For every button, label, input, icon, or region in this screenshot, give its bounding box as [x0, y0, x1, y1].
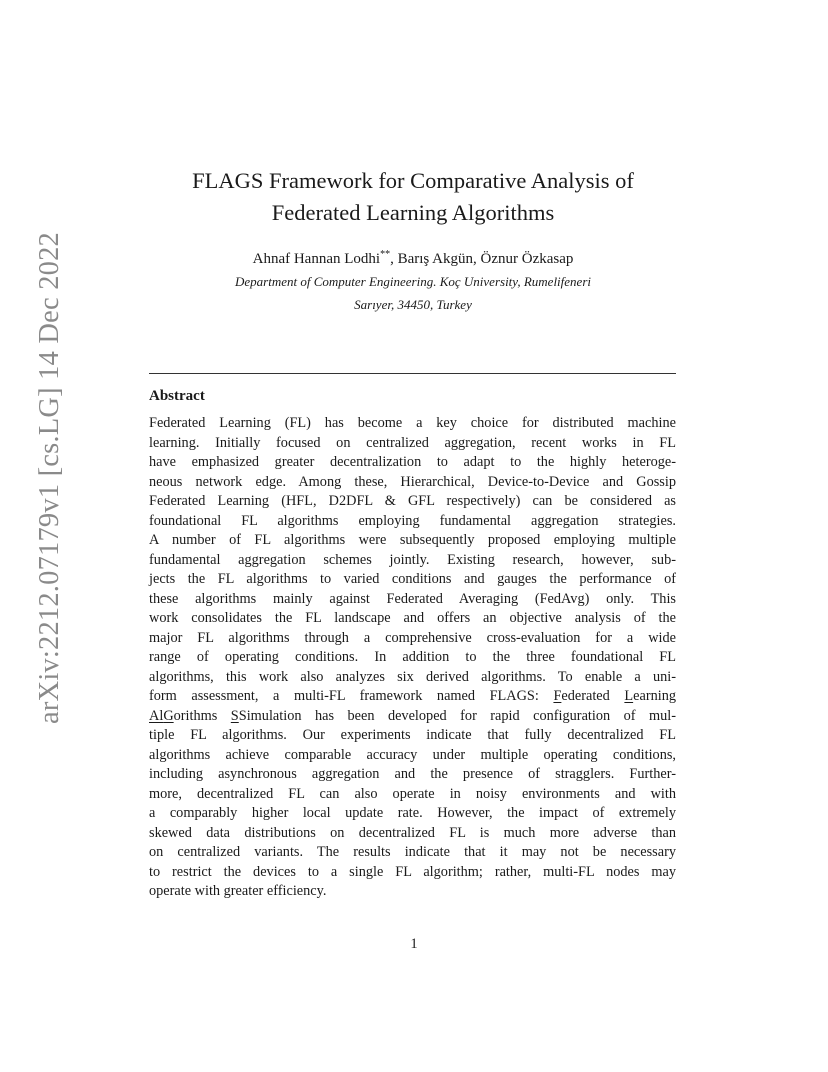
abstract-line: learning. Initially focused on centralized aggregation, recent works in FL [149, 434, 676, 451]
abstract-line: major FL algorithms through a comprehensive cross-evaluation for a wide [149, 629, 676, 646]
abstract-line: tiple FL algorithms. Our experiments indicate that fully decentralized FL [149, 727, 676, 743]
page-number: 1 [410, 936, 418, 952]
acronym-letter-s: S [230, 707, 239, 724]
abstract-line: algorithms, this work also analyzes six derived algorithms. To enable a uni- [149, 668, 676, 685]
corresponding-author-marker: ** [380, 249, 391, 260]
abstract-line: algorithms achieve comparable accuracy under multiple operating conditions, [149, 746, 676, 763]
abstract-line: fundamental aggregation schemes jointly. Existing research, however, sub- [149, 551, 676, 568]
author-separator: , [473, 251, 481, 267]
horizontal-rule [149, 373, 676, 374]
abstract-line: work consolidates the FL landscape and offers an objective analysis of the [149, 610, 676, 626]
author-name: Ahnaf Hannan Lodhi [252, 251, 381, 267]
abstract-line: range of operating conditions. In addition to the three foundational FL [149, 649, 676, 665]
title-line-1: FLAGS Framework for Comparative Analysis of [192, 168, 634, 193]
abstract-line: skewed data distributions on decentralized FL is much more adverse than [149, 824, 676, 841]
abstract-line: have emphasized greater decentralization to adapt to the highly heteroge- [149, 454, 676, 470]
acronym-rest: ederated [561, 688, 625, 704]
abstract-line: foundational FL algorithms employing fundamental aggregation strategies. [149, 512, 676, 529]
acronym-rest: orithms [173, 707, 231, 724]
author-name: Barış Akgün [397, 251, 473, 267]
abstract-line: to restrict the devices to a single FL algorithm; rather, multi-FL nodes may [149, 863, 676, 880]
abstract-line: Federated Learning (HFL, D2DFL & GFL respectively) can be considered as [149, 493, 676, 509]
affiliation-line-1: Department of Computer Engineering. Koç University, Rumelifeneri [235, 274, 591, 289]
abstract-line: operate with greater efficiency. [149, 883, 327, 899]
acronym-rest: earning [633, 688, 676, 704]
acronym-letter-g: G [163, 707, 174, 724]
abstract-line: neous network edge. Among these, Hierarchical, Device-to-Device and Gossip [149, 473, 676, 490]
acronym-letters-al: Al [149, 707, 164, 724]
abstract-line: these algorithms mainly against Federated Averaging (FedAvg) only. This [149, 590, 676, 607]
affiliation [148, 270, 678, 316]
abstract-line-suffix: Simulation has been developed for rapid configuration of mul- [238, 707, 676, 724]
affiliation-line-2: Sarıyer, 34450, Turkey [354, 297, 472, 312]
abstract-body [149, 414, 676, 902]
acronym-letter-l: L [624, 688, 634, 704]
paper-title [148, 165, 678, 229]
arxiv-identifier: arXiv:2212.07179v1 [cs.LG] 14 Dec 2022 [34, 231, 65, 725]
abstract-line: a comparably higher local update rate. However, the impact of extremely [149, 805, 676, 821]
acronym-letter-f: F [553, 688, 562, 704]
title-line-2: Federated Learning Algorithms [271, 200, 555, 225]
abstract-line: A number of FL algorithms were subsequently proposed employing multiple [149, 532, 676, 548]
abstract-line: on centralized variants. The results indicate that it may not be necessary [149, 844, 676, 860]
abstract-heading: Abstract [149, 388, 205, 404]
abstract-line-acronym [149, 707, 676, 727]
abstract-line: Federated Learning (FL) has become a key choice for distributed machine [149, 415, 676, 431]
abstract-line: including asynchronous aggregation and the presence of stragglers. Further- [149, 766, 676, 782]
abstract-line: more, decentralized FL can also operate in noisy environments and with [149, 785, 676, 802]
author-list [148, 245, 678, 269]
author-name: Öznur Özkasap [480, 251, 574, 267]
author-separator: , [390, 251, 398, 267]
abstract-line: jects the FL algorithms to varied conditions and gauges the performance of [149, 571, 676, 587]
abstract-line-acronym [149, 687, 676, 707]
abstract-line-prefix: form assessment, a multi-FL framework named FLAGS: [149, 688, 554, 704]
